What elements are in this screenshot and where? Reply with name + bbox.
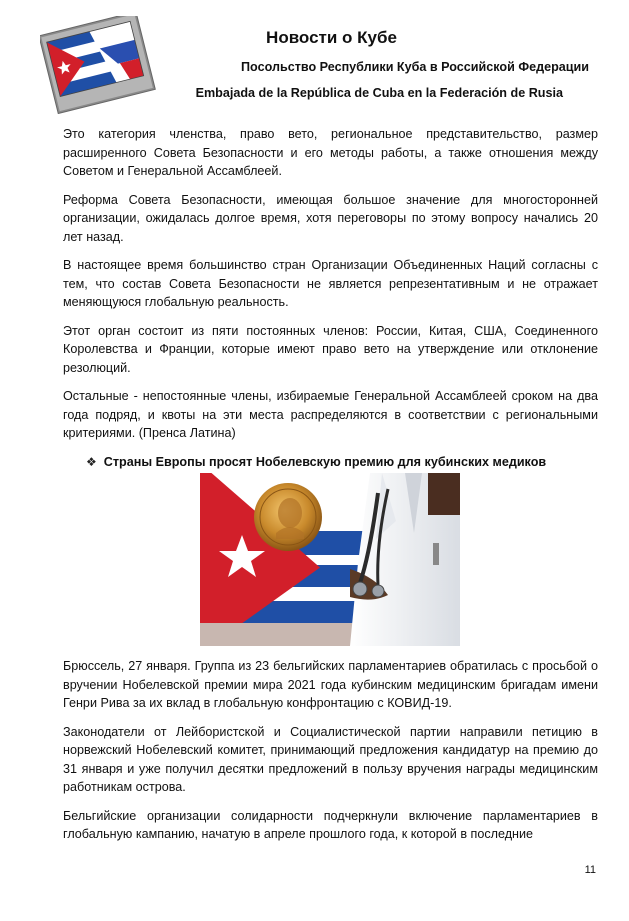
paragraph: Остальные - непостоянные члены, избираемые Генеральной Ассамблеей сроком на два года подряд, и квоты на эти места распределяются в соответствии с региональными критериями. (Пренса Латина) — [63, 389, 598, 440]
page-title: Новости о Кубе — [266, 28, 397, 47]
diamond-bullet-icon: ❖ — [86, 455, 97, 469]
embassy-name-ru: Посольство Республики Куба в Российской Федерации — [241, 60, 589, 74]
paragraph: В настоящее время большинство стран Организации Объединенных Наций согласны с тем, что состав Совета Безопасности не является репрезентативным и не отражает меняющуюся глобальную реальность. — [63, 258, 598, 309]
article-heading — [86, 455, 606, 469]
article-body-bottom — [63, 657, 598, 854]
cuban-flag-nobel-medal-doctor-photo-icon — [200, 473, 460, 646]
paragraph: Брюссель, 27 января. Группа из 23 бельгийских парламентариев обратилась с просьбой о вручении Нобелевской премии мира 2021 года кубинским медицинским бригадам имени Генри Рива за их вклад в глобальную конфронтацию с КОВИД-19. — [63, 659, 598, 710]
paragraph: Этот орган состоит из пяти постоянных членов: России, Китая, США, Соединенного Королевства и Франции, которые имеют право вето на утверждение или отклонение резолюций. — [63, 323, 598, 375]
article-body-top — [63, 125, 598, 453]
paragraph: Это категория членства, право вето, региональное представительство, размер расширенного Совета Безопасности и его методы работы, а также отношения между Советом и Генеральной Ассамблеей. — [63, 127, 598, 178]
paragraph: Бельгийские организации солидарности подчеркнули включение парламентариев в глобальную кампанию, начатую в апреле прошлого года, к которой в последние — [63, 808, 598, 841]
paragraph: Законодатели от Лейбористской и Социалистической партии направили петицию в норвежский Нобелевский комитет, принимающий предложения кандидатур на премию до 31 января и уже получил десятки предложений в пользу вручения награды медицинским работникам острова. — [63, 724, 598, 794]
paragraph: Реформа Совета Безопасности, имеющая большое значение для многосторонней организации, ожидалась долгое время, хотя переговоры по этому вопросу начались 20 лет назад. — [63, 192, 598, 244]
embassy-name-es: Embajada de la República de Cuba en la Federación de Rusia — [195, 86, 563, 100]
article-title: Страны Европы просят Нобелевскую премию для кубинских медиков — [103, 455, 547, 469]
page-number: 11 — [584, 864, 596, 876]
